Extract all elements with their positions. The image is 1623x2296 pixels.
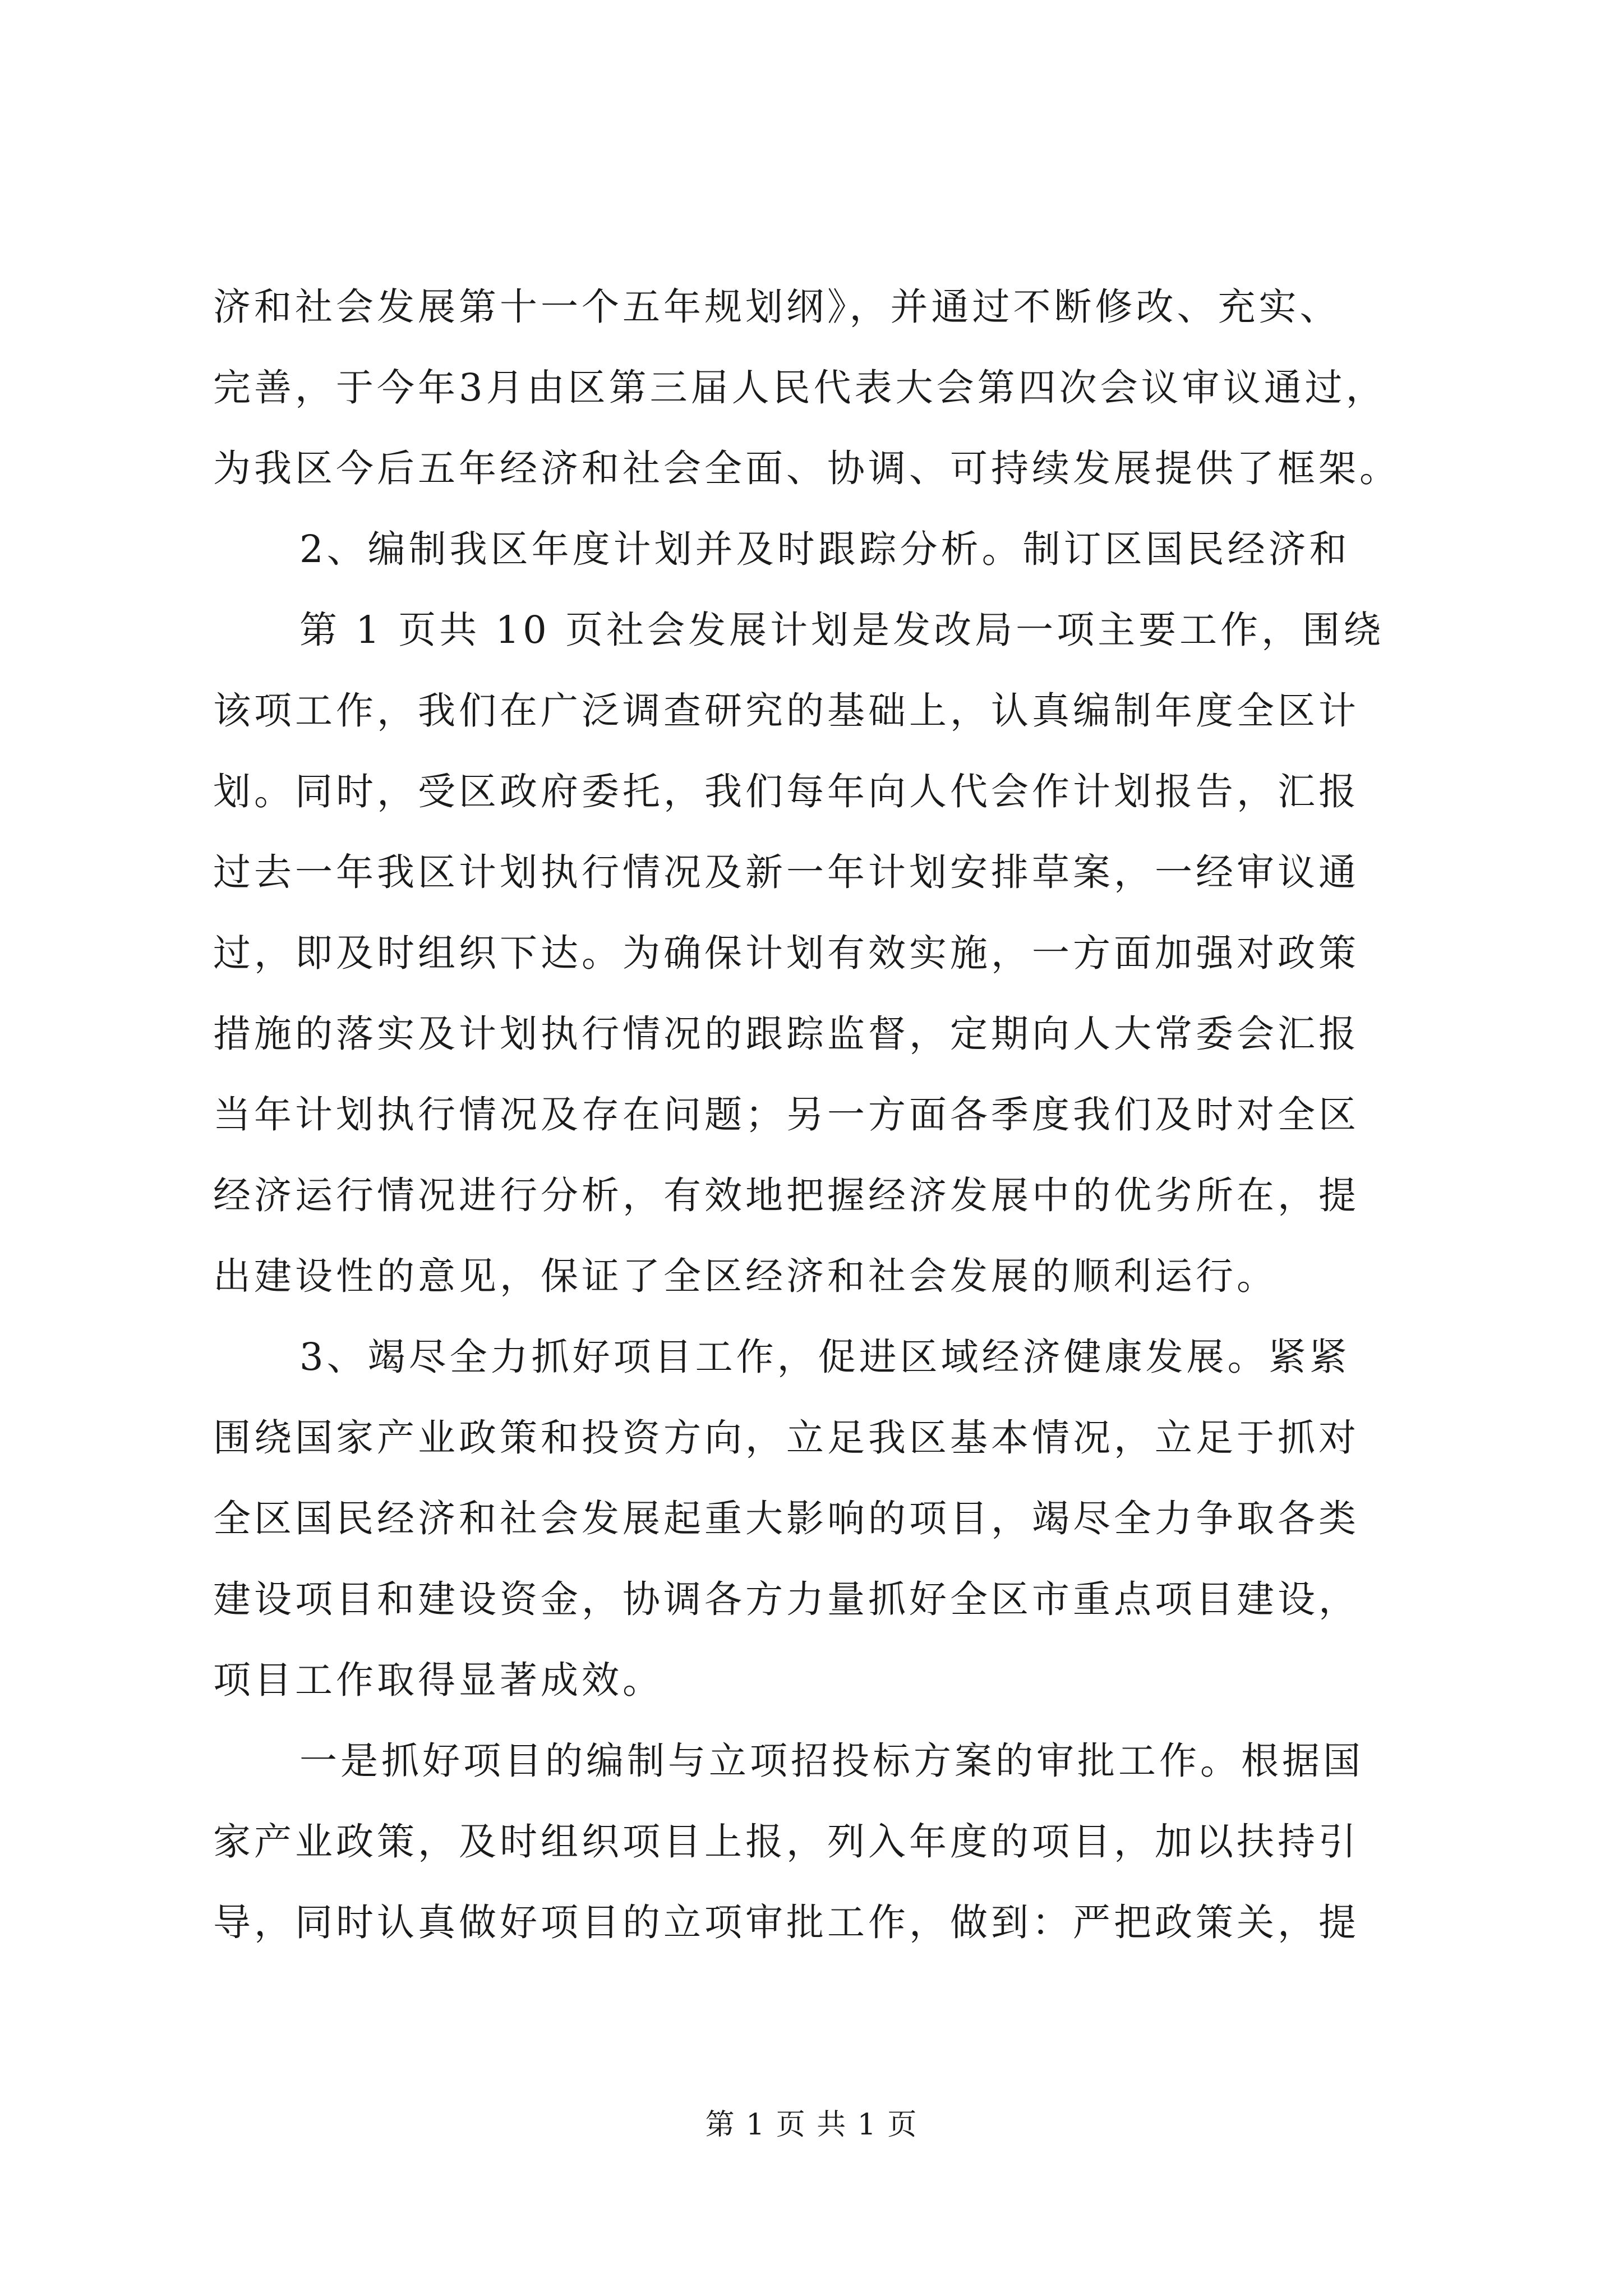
text-line: 过去一年我区计划执行情况及新一年计划安排草案，一经审议通 xyxy=(213,850,1359,894)
document-body xyxy=(213,266,1436,1963)
paragraph-start-line: 一是抓好项目的编制与立项招投标方案的审批工作。根据国 xyxy=(299,1739,1364,1783)
text-line: 为我区今后五年经济和社会全面、协调、可持续发展提供了框架。 xyxy=(213,447,1400,490)
text-line: 导，同时认真做好项目的立项审批工作，做到：严把政策关，提 xyxy=(213,1901,1359,1944)
text-line: 完善，于今年3月由区第三届人民代表大会第四次会议审议通过， xyxy=(213,366,1387,409)
text-line: 经济运行情况进行分析，有效地把握经济发展中的优劣所在，提 xyxy=(213,1174,1359,1217)
paragraph-start-line: 2、编制我区年度计划并及时跟踪分析。制订区国民经济和 xyxy=(299,527,1350,571)
paragraph-start-line: 3、竭尽全力抓好项目工作，促进区域经济健康发展。紧紧 xyxy=(299,1335,1350,1379)
text-line: 出建设性的意见，保证了全区经济和社会发展的顺利运行。 xyxy=(213,1254,1278,1298)
text-line: 划。同时，受区政府委托，我们每年向人代会作计划报告，汇报 xyxy=(213,770,1359,813)
page-footer: 第 1 页 共 1 页 xyxy=(705,2108,918,2142)
text-line: 第 1 页共 10 页社会发展计划是发改局一项主要工作，围绕 xyxy=(299,608,1385,652)
text-line: 济和社会发展第十一个五年规划纲》，并通过不断修改、充实、 xyxy=(213,285,1341,329)
text-line: 措施的落实及计划执行情况的跟踪监督，定期向人大常委会汇报 xyxy=(213,1012,1359,1056)
text-line: 当年计划执行情况及存在问题；另一方面各季度我们及时对全区 xyxy=(213,1093,1359,1137)
text-line: 围绕国家产业政策和投资方向，立足我区基本情况，立足于抓对 xyxy=(213,1416,1359,1460)
text-line: 该项工作，我们在广泛调查研究的基础上，认真编制年度全区计 xyxy=(213,689,1359,733)
text-line: 建设项目和建设资金，协调各方力量抓好全区市重点项目建设， xyxy=(213,1577,1359,1621)
text-line: 项目工作取得显著成效。 xyxy=(213,1658,663,1702)
text-line: 全区国民经济和社会发展起重大影响的项目，竭尽全力争取各类 xyxy=(213,1497,1359,1540)
text-line: 过，即及时组织下达。为确保计划有效实施，一方面加强对政策 xyxy=(213,931,1359,975)
text-line: 家产业政策，及时组织项目上报，列入年度的项目，加以扶持引 xyxy=(213,1820,1359,1864)
